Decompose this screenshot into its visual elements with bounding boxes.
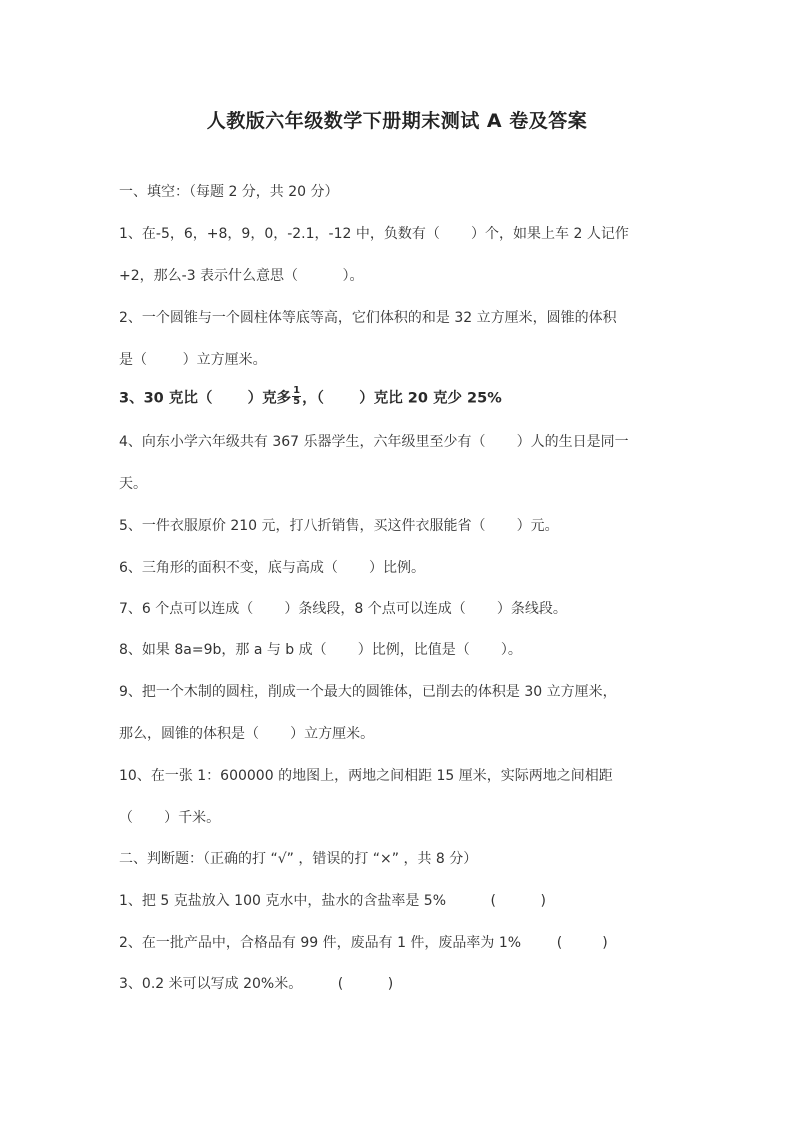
fraction-denominator: 5 (293, 396, 301, 407)
question-line: 4、向东小学六年级共有 367 乐器学生，六年级里至少有（ ）人的生日是同一 (119, 434, 629, 450)
question-line: （ ）千米。 (119, 810, 221, 826)
document-title: 人教版六年级数学下册期末测试 A 卷及答案 (206, 110, 588, 132)
question-3-line (119, 385, 502, 409)
question-3-part2: ，（ ）克比 20 克少 25% (302, 390, 502, 407)
question-3-part1: 3、30 克比（ ）克多 (119, 390, 292, 407)
section2-header: 二、判断题：（正确的打 “√” ，错误的打 “×” ，共 8 分） (119, 851, 478, 867)
section1-header: 一、填空：（每题 2 分，共 20 分） (119, 184, 339, 200)
question-line: 2、一个圆锥与一个圆柱体等底等高，它们体积的和是 32 立方厘米，圆锥的体积 (119, 310, 617, 326)
question-line: 8、如果 8a=9b，那 a 与 b 成（ ）比例，比值是（ ）。 (119, 642, 522, 658)
question-line: 6、三角形的面积不变，底与高成（ ）比例。 (119, 560, 426, 576)
question-line: 10、在一张 1：600000 的地图上，两地之间相距 15 厘米，实际两地之间相距 (119, 768, 613, 784)
judgment-line: 2、在一批产品中，合格品有 99 件，废品有 1 件，废品率为 1% ( ) (119, 935, 608, 951)
fraction-numerator: 1 (293, 385, 301, 396)
judgment-line: 3、0.2 米可以写成 20%米。 ( ) (119, 976, 394, 992)
question-line: +2，那么-3 表示什么意思（ ）。 (119, 268, 364, 284)
question-line: 是（ ）立方厘米。 (119, 352, 267, 368)
question-line: 那么，圆锥的体积是（ ）立方厘米。 (119, 726, 375, 742)
question-line: 天。 (119, 476, 147, 492)
question-line: 7、6 个点可以连成（ ）条线段，8 个点可以连成（ ）条线段。 (119, 601, 567, 617)
question-line: 1、在-5，6，+8，9，0，-2.1，-12 中，负数有（ ）个，如果上车 2 人记作 (119, 226, 629, 242)
judgment-line: 1、把 5 克盐放入 100 克水中，盐水的含盐率是 5% ( ) (119, 893, 546, 909)
question-line: 5、一件衣服原价 210 元，打八折销售，买这件衣服能省（ ）元。 (119, 518, 559, 534)
question-line: 9、把一个木制的圆柱，削成一个最大的圆锥体，已削去的体积是 30 立方厘米， (119, 684, 617, 700)
fraction (292, 386, 301, 407)
